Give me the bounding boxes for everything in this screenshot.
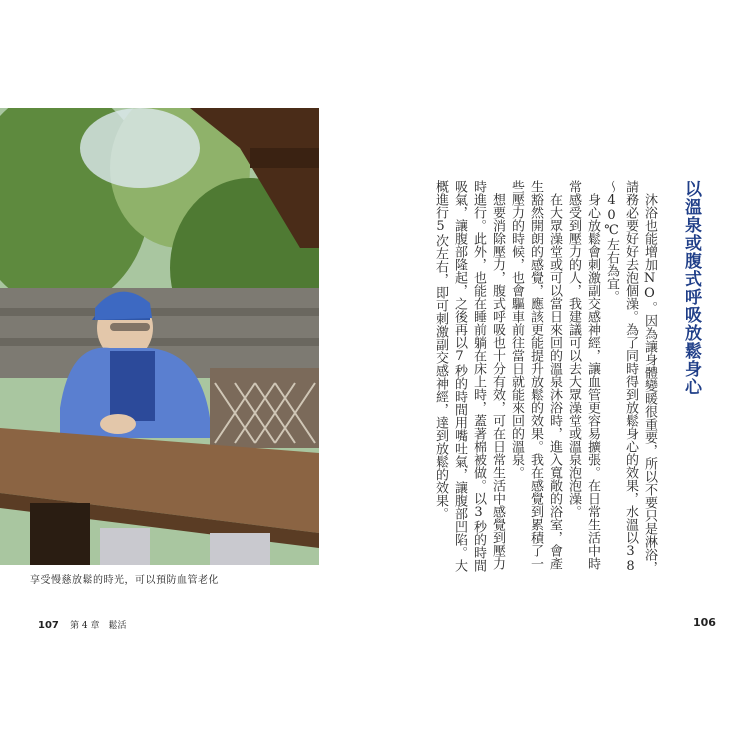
left-page-footer xyxy=(38,618,127,631)
article-photo xyxy=(0,108,319,565)
article-paragraph: 在大眾澡堂或可以當日來回的溫泉沐浴時，進入寬敞的浴室，會產生豁然開朗的感覺，應該更能提升放鬆的效果。我在感覺到累積了一些壓力的時候，也會驅車前往當日就能來回的溫泉。 xyxy=(509,180,562,570)
article-paragraph: 沐浴也能增加NO。因為讓身體變暖很重要，所以不要只是淋浴，請務必要好好去泡個澡。為了同時得到放鬆身心的效果，水溫以38～40℃左右為宜。 xyxy=(604,180,657,574)
article-text xyxy=(433,180,701,580)
chapter-label: 第 4 章 鬆活 xyxy=(70,621,127,631)
photo-caption: 享受慢慈放鬆的時光，可以預防血管老化 xyxy=(30,575,219,586)
left-page-number: 107 xyxy=(38,620,59,631)
right-page-number: 106 xyxy=(693,616,716,629)
photo-illustration xyxy=(0,108,319,565)
article-paragraph: 想要消除壓力，腹式呼吸也十分有效，可在日常生活中感覺到壓力時進行。此外，也能在睡前躺在床上時，蓋著棉被做。以3秒的時間吸氣，讓腹部隆起，之後再以7秒的時間用嘴吐氣，讓腹部凹陷。大概進行5次左右，即可刺激副交感神經，達到放鬆的效果。 xyxy=(433,180,505,572)
article-paragraph: 身心放鬆會刺激副交感神經，讓血管更容易擴張。在日常生活中時常感受到壓力的人，我建議可以去大眾澡堂或溫泉泡泡澡。 xyxy=(566,180,600,570)
article-heading: 以溫泉或腹式呼吸放鬆身心 xyxy=(681,180,701,396)
